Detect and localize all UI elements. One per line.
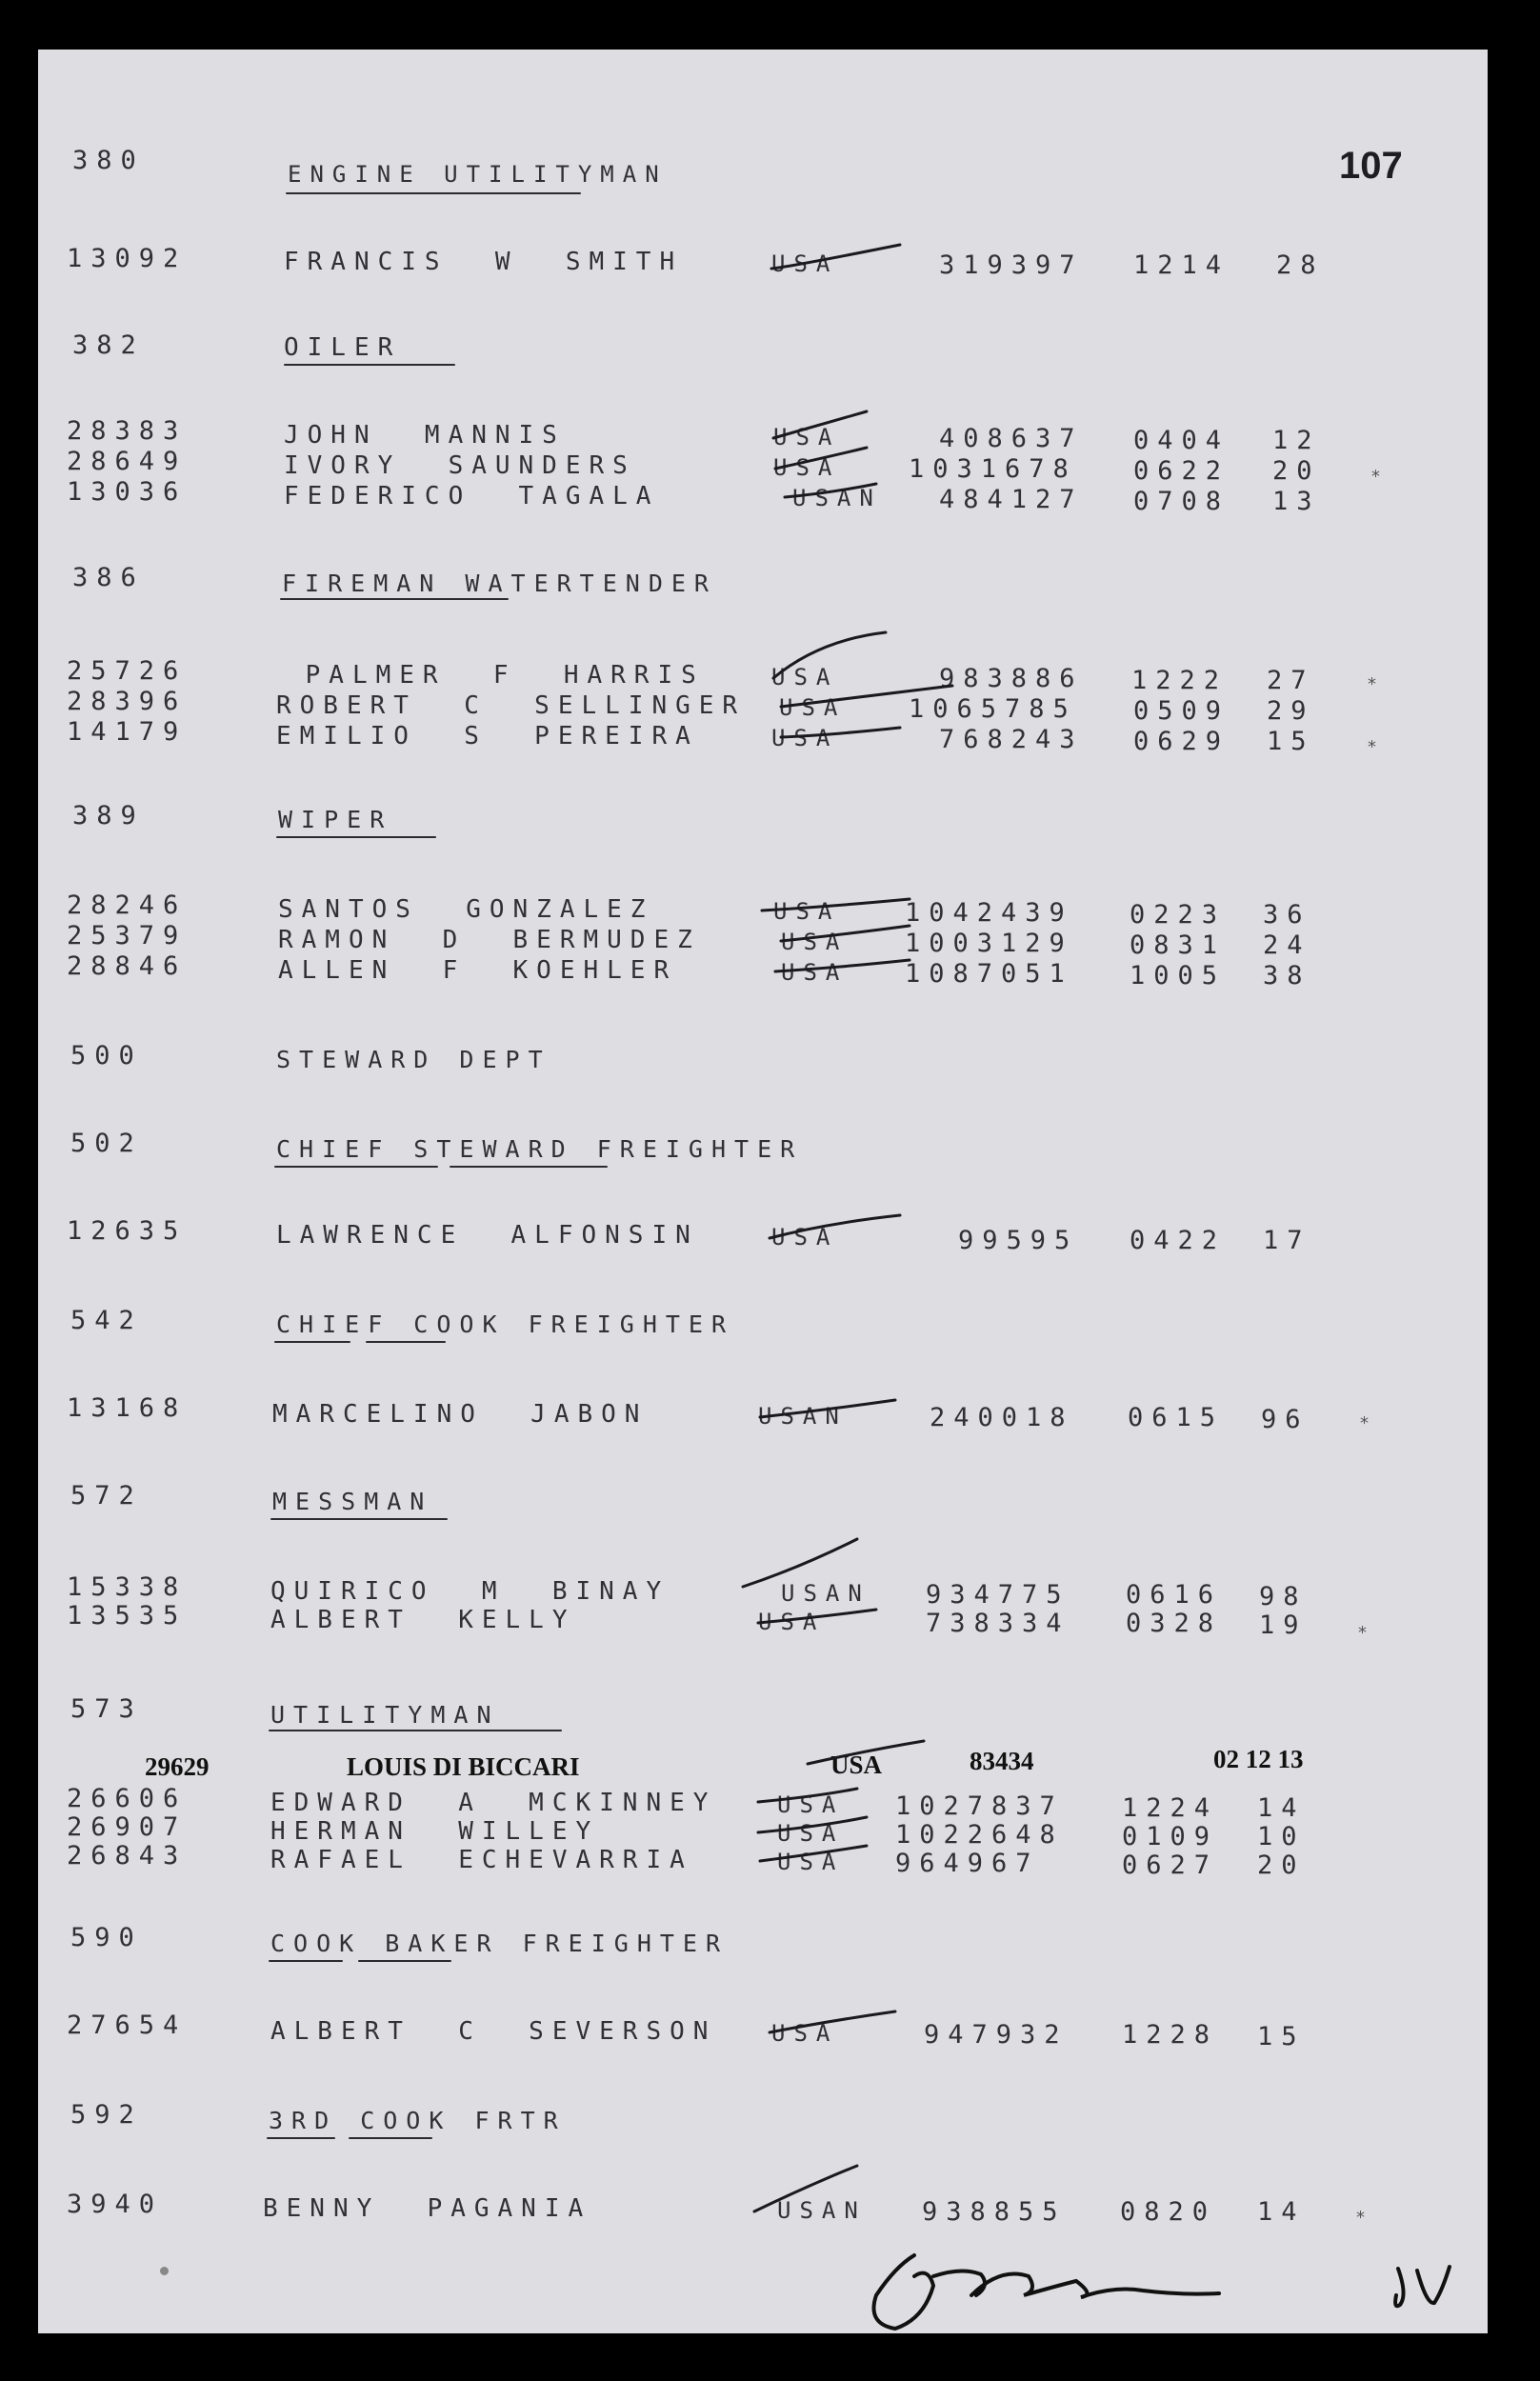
row-nationality: USA [773,454,841,481]
row-name: ALBERT C SEVERSON [270,2017,717,2046]
row-number: 27654 [67,2011,188,2040]
row-date: 0328 [1126,1609,1223,1638]
row-date: 1224 [1122,1793,1219,1823]
asterisk-mark: * [1368,737,1376,757]
row-date: 1005 [1130,961,1227,990]
row-name: JOHN MANNIS [284,421,566,450]
section-title: STEWARD DEPT [276,1046,551,1073]
row-id-number: 1022648 [895,1820,1064,1850]
section-title: MESSMAN [272,1488,433,1515]
row-nationality: USA [773,898,841,925]
row-name: FRANCIS W SMITH [284,248,684,276]
section-code: 590 [70,1923,143,1952]
row-id-number: 99595 [958,1226,1079,1255]
row-id-number: 983886 [939,664,1084,693]
row-number: 13036 [67,477,188,507]
section-title: FIREMAN WATERTENDER [282,570,717,597]
row-date: 0422 [1130,1226,1227,1255]
row-nationality: USA [781,959,849,986]
section-code: 572 [70,1481,143,1511]
row-date: 0109 [1122,1822,1219,1851]
row-value: 98 [1259,1582,1308,1611]
row-number: 13535 [67,1601,188,1631]
row-value: 15 [1267,727,1315,756]
row-number: 28846 [67,951,188,981]
row-value: 27 [1267,666,1315,695]
row-nationality: USAN [758,1403,848,1430]
row-date: 0820 [1120,2197,1217,2227]
row-value: 29 [1267,696,1315,726]
row-date: 0708 [1133,487,1230,516]
row-id-number: 738334 [926,1609,1070,1638]
row-name: EMILIO S PEREIRA [276,722,699,750]
row-id-number: 240018 [930,1403,1074,1432]
row-name: ALLEN F KOEHLER [278,956,678,985]
row-value: 20 [1257,1851,1306,1880]
section-code: 500 [70,1041,143,1070]
row-name: RAMON D BERMUDEZ [278,926,701,954]
row-nationality: USA [777,1820,845,1847]
section-code: 592 [70,2100,143,2130]
handwritten-name: LOUIS DI BICCARI [347,1752,580,1781]
row-id-number: 1065785 [909,694,1077,724]
row-name: PALMER F HARRIS [282,661,705,690]
document-page [38,50,1488,2333]
row-id-number: 1087051 [905,959,1073,989]
handwritten-date: 02 12 13 [1213,1745,1304,1773]
row-id-number: 1042439 [905,898,1073,928]
row-number: 25726 [67,656,188,686]
row-name: ROBERT C SELLINGER [276,691,747,720]
row-number: 15338 [67,1572,188,1602]
section-title: COOK BAKER FREIGHTER [270,1930,730,1957]
row-value: 38 [1263,961,1311,990]
row-nationality: USA [781,929,849,955]
row-nationality: USA [779,694,847,721]
row-nationality: USAN [777,2197,867,2224]
row-date: 0831 [1130,930,1227,960]
row-name: ALBERT KELLY [270,1606,576,1634]
section-title: ENGINE UTILITYMAN [288,161,668,188]
row-date: 0622 [1133,456,1230,486]
row-id-number: 934775 [926,1580,1070,1610]
row-date: 0223 [1130,900,1227,930]
section-code: 573 [70,1694,143,1724]
handwritten-id-number: 83434 [970,1747,1034,1775]
row-nationality: USAN [792,485,882,511]
row-value: 12 [1272,426,1321,455]
row-nationality: USAN [781,1580,870,1607]
signature-scribble [838,2238,1248,2343]
row-value: 24 [1263,930,1311,960]
row-date: 1228 [1122,2020,1219,2050]
row-name: BENNY PAGANIA [263,2194,592,2223]
row-number: 28649 [67,447,188,476]
row-number: 13168 [67,1393,188,1423]
row-id-number: 938855 [922,2197,1067,2227]
row-id-number: 1027837 [895,1791,1064,1821]
row-value: 14 [1257,2197,1306,2227]
row-date: 0615 [1128,1403,1225,1432]
row-value: 10 [1257,1822,1306,1851]
row-nationality: USA [771,2020,839,2047]
row-name: FEDERICO TAGALA [284,482,660,510]
row-id-number: 1003129 [905,929,1073,958]
row-number: 28246 [67,890,188,920]
section-title: WIPER [278,806,393,833]
row-value: 13 [1272,487,1321,516]
row-date: 1222 [1131,666,1229,695]
row-date: 0627 [1122,1851,1219,1880]
row-id-number: 1031678 [909,454,1077,484]
row-value: 15 [1257,2022,1306,2051]
section-title: UTILITYMAN [270,1701,500,1729]
row-nationality: USA [771,1224,839,1251]
row-id-number: 768243 [939,725,1084,754]
handwritten-check-marks [38,50,1488,2333]
row-number: 14179 [67,717,188,747]
page-number: 107 [1339,145,1403,187]
section-code: 389 [72,801,145,830]
row-nationality: USA [777,1849,845,1875]
row-number: 12635 [67,1216,188,1246]
row-date: 1214 [1133,250,1230,280]
section-title: OILER [284,333,402,362]
row-name: HERMAN WILLEY [270,1817,600,1846]
asterisk-mark: * [1368,674,1376,694]
asterisk-mark: * [1360,1413,1369,1433]
section-code: 542 [70,1306,143,1335]
row-nationality: USA [758,1609,826,1635]
row-value: 17 [1263,1226,1311,1255]
row-value: 14 [1257,1793,1306,1823]
row-nationality: USA [777,1791,845,1818]
punch-hole [160,2267,169,2275]
row-nationality: USA [771,250,839,277]
row-date: 0509 [1133,696,1230,726]
asterisk-mark: * [1356,2208,1365,2228]
row-name: SANTOS GONZALEZ [278,895,654,924]
initials-scribble [1389,2257,1465,2314]
row-number: 3940 [67,2190,164,2219]
row-nationality: USA [771,664,839,690]
section-code: 502 [70,1129,143,1158]
asterisk-mark: * [1358,1623,1367,1643]
row-name: LAWRENCE ALFONSIN [276,1221,699,1250]
row-value: 28 [1276,250,1325,280]
row-date: 0404 [1133,426,1230,455]
section-code: 382 [72,330,145,360]
row-name: IVORY SAUNDERS [284,451,636,480]
row-number: 26907 [67,1812,188,1842]
section-title: 3RD COOK FRTR [269,2107,567,2134]
row-value: 36 [1263,900,1311,930]
section-title: CHIEF STEWARD FREIGHTER [276,1135,804,1163]
row-date: 0616 [1126,1580,1223,1610]
row-date: 0629 [1133,727,1230,756]
row-nationality: USA [771,725,839,751]
section-code: 386 [72,563,145,592]
row-id-number: 408637 [939,424,1084,453]
row-value: 19 [1259,1611,1308,1640]
row-number: 28383 [67,416,188,446]
row-nationality: USA [773,424,841,450]
row-name: EDWARD A MCKINNEY [270,1789,717,1817]
row-id-number: 319397 [939,250,1084,280]
row-name: MARCELINO JABON [272,1400,649,1429]
handwritten-nationality: USA [830,1751,883,1779]
row-number: 25379 [67,921,188,950]
row-id-number: 484127 [939,485,1084,514]
section-title: CHIEF COOK FREIGHTER [276,1311,735,1338]
row-name: RAFAEL ECHEVARRIA [270,1846,693,1874]
row-value: 20 [1272,456,1321,486]
row-id-number: 947932 [924,2020,1069,2050]
row-id-number: 964967 [895,1849,1040,1878]
row-value: 96 [1261,1405,1310,1434]
section-code: 380 [72,146,145,175]
handwritten-number: 29629 [145,1752,210,1781]
row-number: 26843 [67,1841,188,1871]
row-number: 26606 [67,1784,188,1813]
row-number: 28396 [67,687,188,716]
asterisk-mark: * [1371,467,1380,487]
row-number: 13092 [67,244,188,273]
row-name: QUIRICO M BINAY [270,1577,670,1606]
